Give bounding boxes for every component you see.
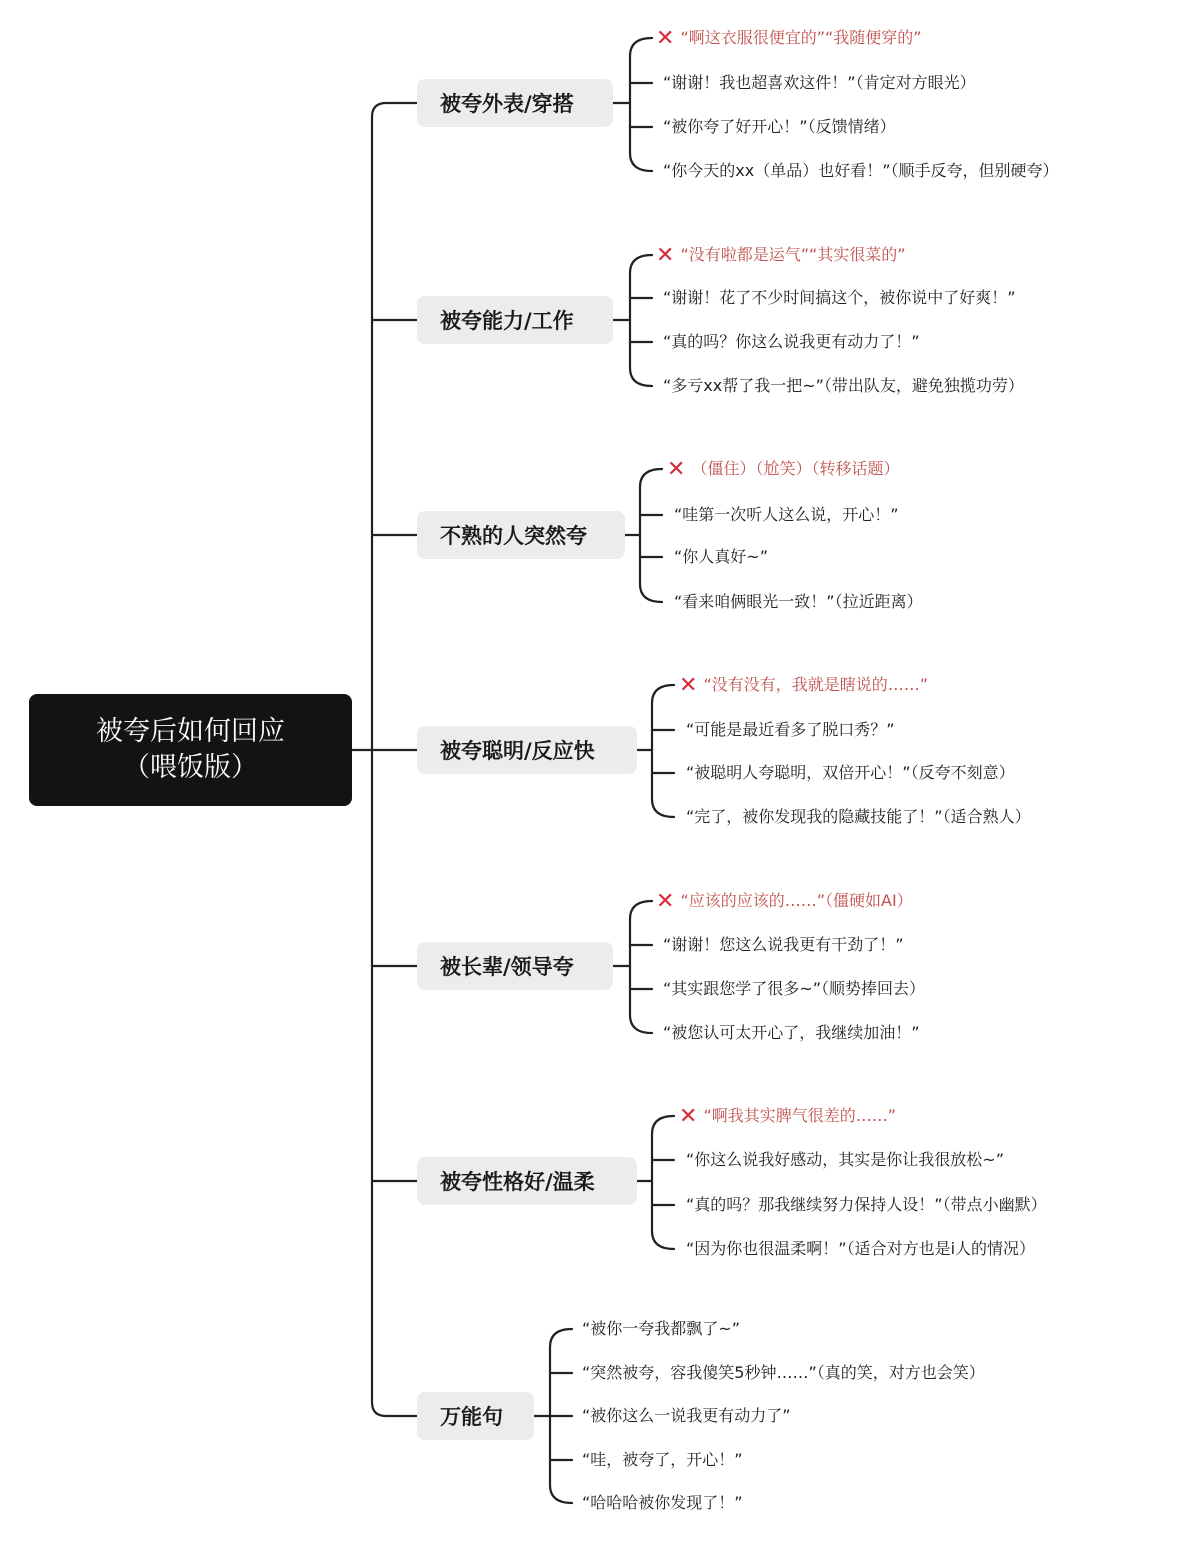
list-item: “你今天的xx（单品）也好看！”（顺手反夸，但别硬夸）: [663, 161, 1059, 180]
list-item: “被你夸了好开心！”（反馈情绪）: [663, 117, 896, 136]
list-item: “突然被夸，容我傻笑5秒钟……”（真的笑，对方也会笑）: [582, 1363, 985, 1382]
list-item: “看来咱俩眼光一致！”（拉近距离）: [674, 592, 923, 611]
branch-stranger: 不熟的人突然夸: [417, 511, 625, 559]
list-item: “完了，被你发现我的隐藏技能了！”（适合熟人）: [686, 807, 1031, 826]
wrong-response: ✕ （僵住）（尬笑）（转移话题）: [667, 457, 900, 482]
wrong-response: ✕ “啊我其实脾气很差的……”: [679, 1104, 897, 1129]
root-title: 被夸后如何回应: [96, 716, 285, 747]
list-item: “谢谢！花了不少时间搞这个，被你说中了好爽！”: [663, 288, 1016, 307]
cross-icon: ✕: [679, 1104, 698, 1129]
branch-elders: 被长辈/领导夸: [417, 942, 613, 990]
branch-appearance: 被夸外表/穿搭: [417, 79, 613, 127]
list-item: “哇，被夸了，开心！”: [582, 1450, 743, 1469]
list-item: “哇第一次听人这么说，开心！”: [674, 505, 899, 524]
cross-icon: ✕: [656, 889, 675, 914]
list-item: “真的吗？那我继续努力保持人设！”（带点小幽默）: [686, 1195, 1047, 1214]
list-item: “你这么说我好感动，其实是你让我很放松~”: [686, 1150, 1004, 1169]
list-item: “你人真好~”: [674, 547, 768, 566]
wrong-response: ✕ “没有啦都是运气”“其实很菜的”: [656, 243, 906, 268]
root-subtitle: （喂饭版）: [123, 752, 258, 783]
root-node: [29, 694, 352, 806]
list-item: “可能是最近看多了脱口秀？”: [686, 720, 895, 739]
wrong-response: ✕ “啊这衣服很便宜的”“我随便穿的”: [656, 26, 922, 51]
cross-icon: ✕: [679, 673, 698, 698]
cross-icon: ✕: [656, 26, 675, 51]
branch-universal: 万能句: [417, 1392, 534, 1440]
list-item: “被你一夸我都飘了~”: [582, 1319, 740, 1338]
list-item: “谢谢！我也超喜欢这件！”（肯定对方眼光）: [663, 73, 976, 92]
wrong-response: ✕ “应该的应该的……”（僵硬如AI）: [656, 889, 913, 914]
list-item: “被聪明人夸聪明，双倍开心！”（反夸不刻意）: [686, 763, 1015, 782]
list-item: “真的吗？你这么说我更有动力了！”: [663, 332, 920, 351]
cross-icon: ✕: [656, 243, 675, 268]
list-item: “因为你也很温柔啊！”（适合对方也是i人的情况）: [686, 1239, 1036, 1258]
list-item: “多亏xx帮了我一把~”（带出队友，避免独揽功劳）: [663, 376, 1024, 395]
list-item: “其实跟您学了很多~”（顺势捧回去）: [663, 979, 925, 998]
cross-icon: ✕: [667, 457, 686, 482]
branch-smart: 被夸聪明/反应快: [417, 726, 637, 774]
list-item: “哈哈哈被你发现了！”: [582, 1493, 743, 1512]
list-item: “被您认可太开心了，我继续加油！”: [663, 1023, 920, 1042]
list-item: “谢谢！您这么说我更有干劲了！”: [663, 935, 904, 954]
list-item: “被你这么一说我更有动力了”: [582, 1406, 791, 1425]
branch-personality: 被夸性格好/温柔: [417, 1157, 637, 1205]
branch-ability: 被夸能力/工作: [417, 296, 613, 344]
wrong-response: ✕ “没有没有，我就是瞎说的……”: [679, 673, 929, 698]
